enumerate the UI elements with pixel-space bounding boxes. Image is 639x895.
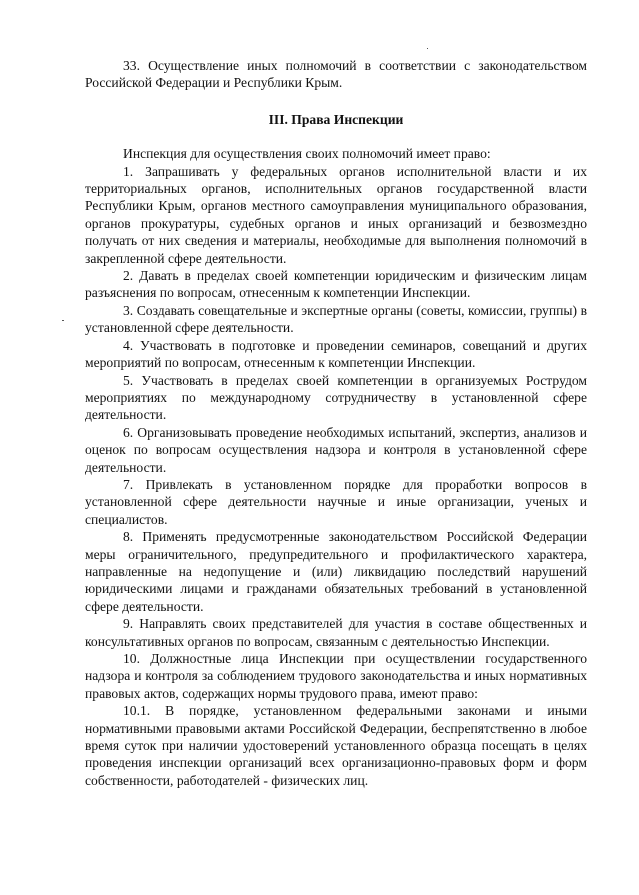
- scan-speck: [427, 48, 428, 49]
- item-3: 3. Создавать совещательные и экспертные органы (советы, комиссии, группы) в установленной сфере деятельности.: [85, 302, 587, 336]
- item-9: 9. Направлять своих представителей для участия в составе общественных и консультативных органов по вопросам, связанным с деятельностью Инспекции.: [85, 616, 587, 649]
- paragraph-33: 33. Осуществление иных полномочий в соответствии с законодательством Российской Федерации и Республики Крым.: [85, 58, 587, 91]
- section-title: III. Права Инспекции: [268, 111, 404, 127]
- scan-speck: [62, 320, 64, 321]
- item-5: 5. Участвовать в пределах своей компетенции в организуемых Рострудом мероприятиях по международному сотрудничеству в установленной сфере деятельности.: [85, 372, 587, 423]
- item-6: 6. Организовывать проведение необходимых испытаний, экспертиз, анализов и оценок по вопросам осуществления надзора и контроля в установленной сфере деятельности.: [85, 424, 587, 475]
- item-8: 8. Применять предусмотренные законодательством Российской Федерации меры ограничительного, предупредительного и профилактического характера, направленные на недопущение и (или) ликвидацию последствий нарушений юридическими лицами и гражданами обязательных требований в установленной сфере деятельности.: [85, 529, 587, 614]
- item-10: 10. Должностные лица Инспекции при осуществлении государственного надзора и контроля за соблюдением трудового законодательства и иных нормативных правовых актов, содержащих нормы трудового права, имеют право:: [85, 651, 587, 701]
- item-4: 4. Участвовать в подготовке и проведении семинаров, совещаний и других мероприятий по вопросам, отнесенным к компетенции Инспекции.: [85, 337, 587, 371]
- intro-paragraph: Инспекция для осуществления своих полномочий имеет право:: [123, 146, 491, 162]
- item-10-1: 10.1. В порядке, установленном федеральными законами и иными нормативными правовыми актами Российской Федерации, беспрепятственно в любое время суток при наличии удостоверений установленного образца посещать в целях проведения инспекции организаций всех организационно-правовых форм и форм собственности, работодателей - физических лиц.: [85, 703, 587, 788]
- item-2: 2. Давать в пределах своей компетенции юридическим и физическим лицам разъяснения по вопросам, отнесенным к компетенции Инспекции.: [85, 268, 587, 301]
- item-1: 1. Запрашивать у федеральных органов исполнительной власти и их территориальных органов, исполнительных органов государственной власти Республики Крым, органов местного самоуправления муниципального образования, органов прокуратуры, судебных органов и иных организаций и безвозмездно получать от них сведения и материалы, необходимые для выполнения полномочий в закрепленной сфере деятельности.: [85, 163, 587, 266]
- item-7: 7. Привлекать в установленном порядке для проработки вопросов в установленной сфере деятельности научные и иные организации, ученых и специалистов.: [85, 476, 587, 527]
- document-page: [85, 57, 587, 789]
